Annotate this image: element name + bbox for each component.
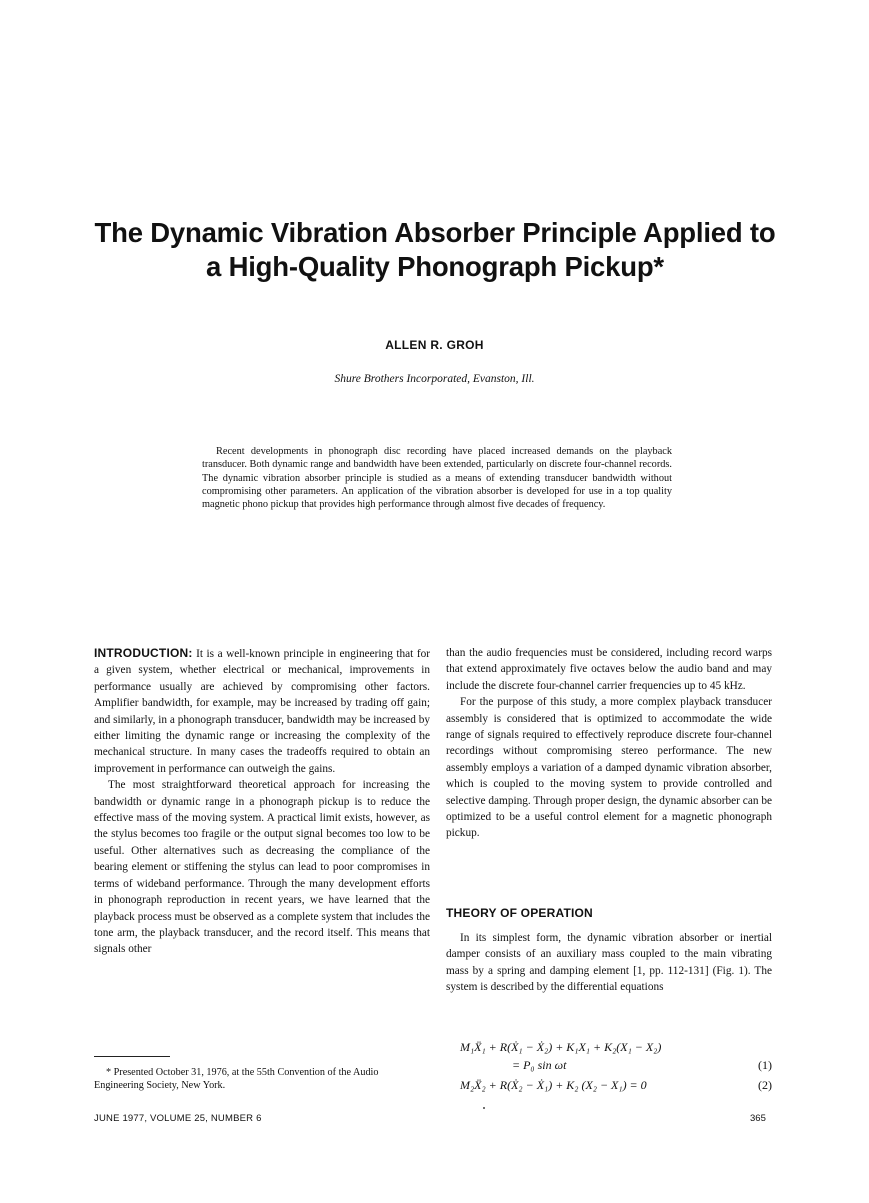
- right-paragraph-2: For the purpose of this study, a more complex playback transducer assembly is considered that is optimized to accommodate the wide range of signals required to effectively reproduce discrete four-channel recordings without compromising stereo performance. The new assembly employs a variation of a damped dynamic vibration absorber, which is coupled to the moving system to provide controlled and selective damping. Through proper design, the dynamic absorber can be optimized to be a useful control element for a magnetic phonograph pickup.: [446, 696, 772, 840]
- intro-heading: INTRODUCTION:: [94, 646, 193, 660]
- equation-2: [460, 1078, 772, 1093]
- theory-paragraph-1: In its simplest form, the dynamic vibration absorber or inertial damper consists of an auxiliary mass coupled to the main vibrating mass by a spring and damping element [1, pp. 112-131] (Fig. 1). The system is described by the differential equations: [446, 932, 772, 994]
- intro-paragraph-1: [94, 645, 430, 777]
- title-line-1: The Dynamic Vibration Absorber Principle Applied to: [94, 217, 776, 248]
- right-paragraph-1: than the audio frequencies must be considered, including record warps that extend approximately five octaves below the audio band and may include the discrete four-channel carrier frequencies up to 45 kHz.: [446, 647, 772, 692]
- equation-1-line-2: = P₀ sin ωt: [512, 1058, 567, 1072]
- paper-title: [60, 216, 810, 284]
- page-number: 365: [750, 1113, 766, 1124]
- equation-2-body: M₂Ẍ₂ + R(Ẋ₂ − Ẋ₁) + K₂ (X₂ − X₁) = 0: [460, 1078, 647, 1092]
- abstract: Recent developments in phonograph disc recording have placed increased demands on the playback transducer. Both dynamic range and bandwidth have been extended, particularly on discrete four-channel records. The dynamic vibration absorber principle is studied as a means of extending transducer bandwidth without compromising other parameters. An application of the vibration absorber is developed for use in a top quality magnetic phono pickup that provides high performance through almost five decades of frequency.: [202, 446, 672, 511]
- equation-2-number: (2): [758, 1078, 772, 1092]
- equation-1-number: (1): [758, 1058, 772, 1072]
- equation-1-line-1: M₁Ẍ₁ + R(Ẋ₁ − Ẋ₂) + K₁X₁ + K₂(X₁ − X₂): [460, 1040, 662, 1054]
- left-column: [94, 645, 430, 958]
- equation-1: [460, 1040, 772, 1055]
- title-line-2: a High-Quality Phonograph Pickup*: [206, 251, 664, 282]
- right-column: [446, 645, 772, 842]
- journal-issue-footer: JUNE 1977, VOLUME 25, NUMBER 6: [94, 1113, 262, 1124]
- theory-heading: THEORY OF OPERATION: [446, 906, 593, 920]
- page-speck: [483, 1107, 485, 1109]
- footnote: * Presented October 31, 1976, at the 55th Convention of the Audio Engineering Society, New York.: [94, 1067, 379, 1091]
- author-affiliation: Shure Brothers Incorporated, Evanston, Ill.: [334, 373, 535, 385]
- intro-paragraph-1-text: It is a well-known principle in engineering that for a given system, whether electrical or mechanical, improvements in performance usually are achieved by compromising other factors. Amplifier bandwidth, for example, may be increased by trading off gain; and similarly, in a phonograph transducer, bandwidth may be increased by either limiting the dynamic range or increasing the complexity of the mechanical structure. In many cases the tradeoffs required to obtain an improvement in performance can outweigh the gains.: [94, 648, 430, 775]
- footnote-rule: [94, 1056, 170, 1057]
- intro-paragraph-2: The most straightforward theoretical approach for increasing the bandwidth or dynamic range in a phonograph pickup is to reduce the effective mass of the moving system. A practical limit exists, however, as the stylus becomes too fragile or the output signal becomes too low to be useful. Other alternatives such as decreasing the compliance of the bearing element or stiffening the stylus can lead to poor compromises in terms of wideband performance. Through the many development efforts in phonograph reproduction in recent years, we have learned that the playback process must be observed as a complete system that includes the tone arm, the playback transducer, and the record itself. This means that signals other: [94, 779, 430, 956]
- equation-1-continuation: [512, 1058, 772, 1073]
- author-name: ALLEN R. GROH: [385, 338, 484, 352]
